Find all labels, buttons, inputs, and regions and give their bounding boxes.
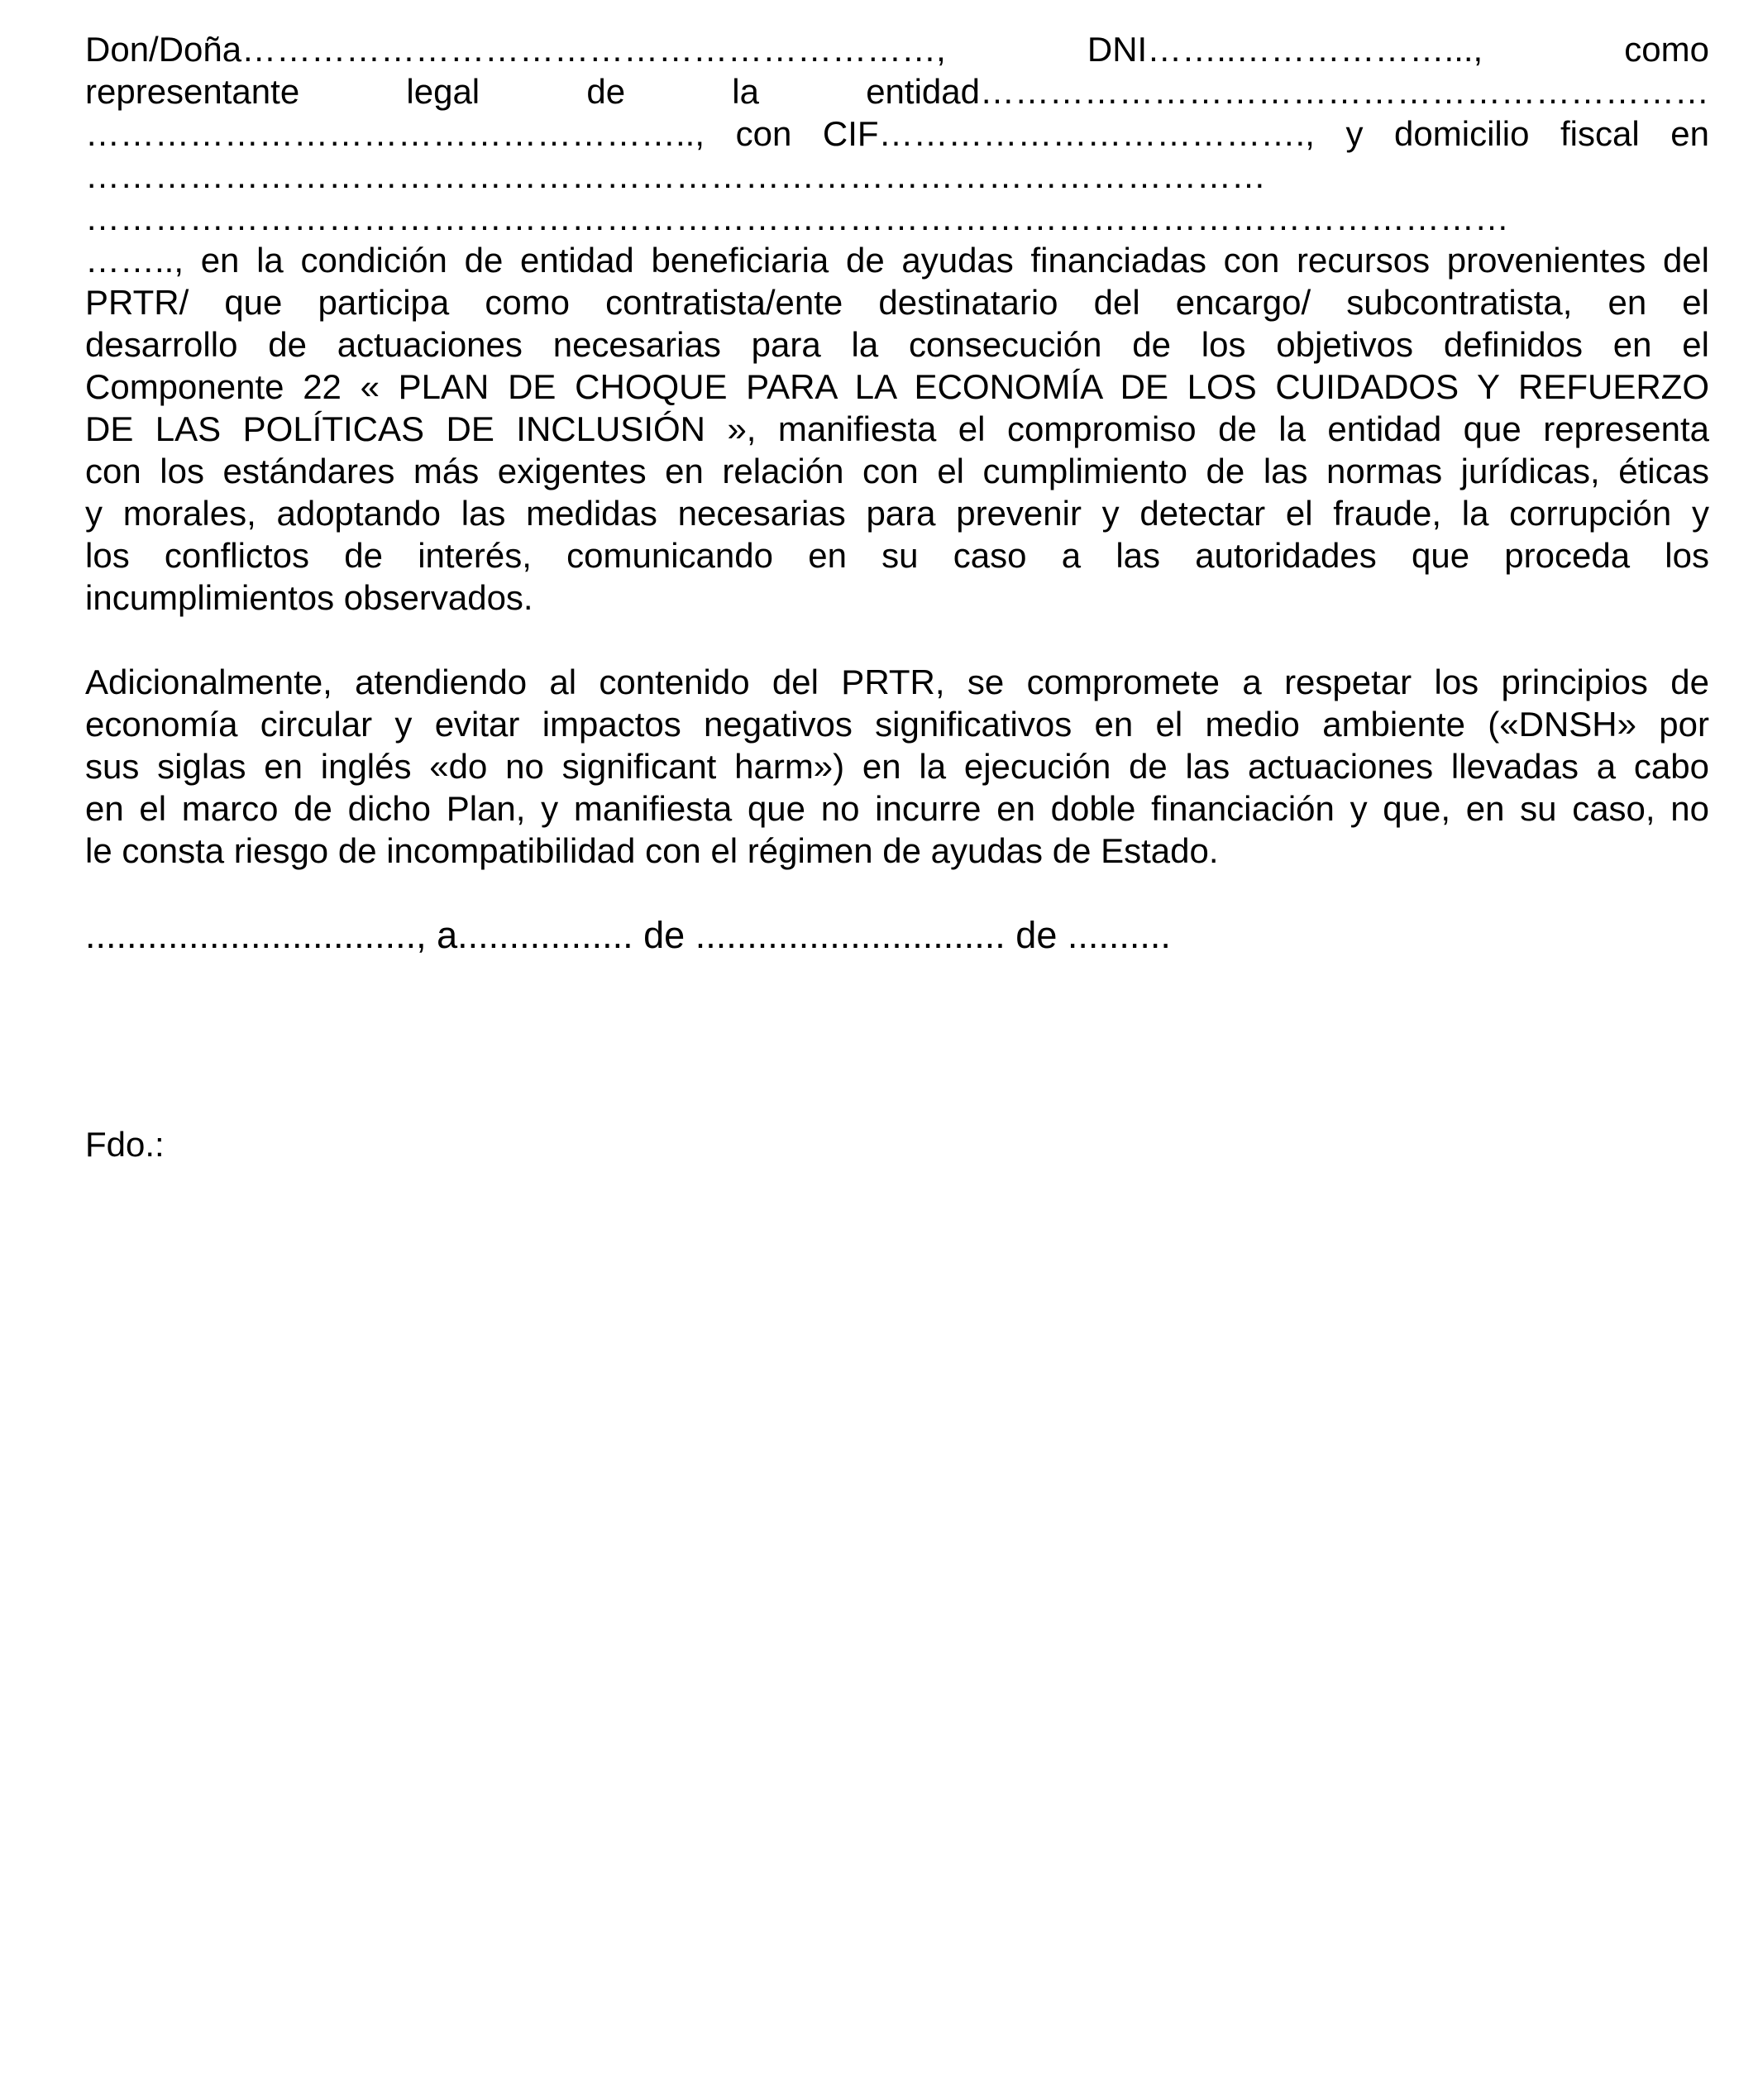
place-date-line: ................................, a................. de .............................. de .......... [85,914,1171,956]
paragraph-line: Adicionalmente, atendiendo al contenido del PRTR, se compromete a respetar los principios de [85,663,1709,701]
paragraph-spacer [85,619,1709,661]
paragraph-line: y morales, adoptando las medidas necesarias para prevenir y detectar el fraude, la corrupción y [85,494,1709,533]
paragraph-line: incumplimientos observados. [85,578,533,617]
paragraph-line: …………………………………………….., con CIF………………………………., y domicilio fiscal en [85,114,1709,153]
paragraph-line: los conflictos de interés, comunicando en su caso a las autoridades que proceda los [85,536,1709,575]
signature-label: Fdo.: [85,1125,165,1164]
paragraph-line: representante legal de la entidad……………………………………………………… [85,72,1709,111]
declaration-paragraph-2 [85,661,1709,872]
declaration-paragraph-1 [85,28,1709,619]
paragraph-line: desarrollo de actuaciones necesarias para la consecución de los objetivos definidos en el [85,325,1709,364]
paragraph-line: ………………………………………………………………………………………… [85,156,1266,195]
paragraph-line: Componente 22 « PLAN DE CHOQUE PARA LA ECONOMÍA DE LOS CUIDADOS Y REFUERZO [85,367,1709,406]
paragraph-line: le consta riesgo de incompatibilidad con el régimen de ayudas de Estado. [85,831,1219,870]
signature-spacer [85,956,1709,1123]
paragraph-line: con los estándares más exigentes en relación con el cumplimiento de las normas jurídicas, éticas [85,452,1709,490]
paragraph-line: economía circular y evitar impactos negativos significativos en el medio ambiente («DNSH» por [85,705,1709,744]
declaration-page [85,28,1709,1165]
paragraph-spacer [85,872,1709,914]
paragraph-line: Don/Doña……………………………………………………, DNI……..………………..., como [85,30,1709,69]
paragraph-line: PRTR/ que participa como contratista/ente destinatario del encargo/ subcontratista, en el [85,283,1709,322]
paragraph-line: en el marco de dicho Plan, y manifiesta que no incurre en doble financiación y que, en su caso, no [85,789,1709,828]
paragraph-line: …………………………………………………………………………………………………………… [85,199,1509,237]
paragraph-line: …….., en la condición de entidad beneficiaria de ayudas financiadas con recursos provenientes del [85,241,1709,280]
paragraph-line: DE LAS POLÍTICAS DE INCLUSIÓN », manifiesta el compromiso de la entidad que representa [85,409,1709,448]
paragraph-line: sus siglas en inglés «do no significant harm») en la ejecución de las actuaciones llevadas a cabo [85,747,1709,786]
